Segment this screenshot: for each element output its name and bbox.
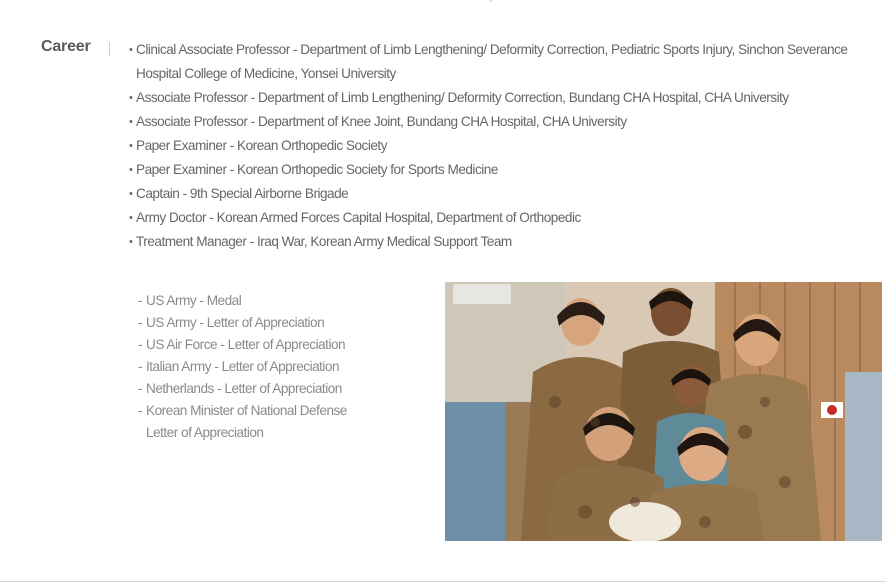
team-photo <box>445 282 882 541</box>
career-item: • Clinical Associate Professor - Department of Limb Lengthening/ Deformity Correction, Pediatric Sports Injury, Sinchon Severance Hospital College of Medicine, Yonsei University <box>129 38 886 86</box>
label-divider <box>109 42 110 56</box>
award-list <box>138 290 438 444</box>
career-item: • Army Doctor - Korean Armed Forces Capital Hospital, Department of Orthopedic <box>129 206 886 230</box>
photo-blanket <box>609 502 681 541</box>
career-item: • Treatment Manager - Iraq War, Korean Army Medical Support Team <box>129 230 886 254</box>
award-item-continuation: Letter of Appreciation <box>146 425 264 440</box>
award-item <box>138 400 438 444</box>
award-item <box>138 356 438 378</box>
award-item-text: Netherlands - Letter of Appreciation <box>146 381 342 396</box>
career-list <box>129 38 886 254</box>
award-item <box>138 312 438 334</box>
photo-bed-right <box>845 372 882 541</box>
dash-marker: - <box>138 381 143 396</box>
career-item: • Captain - 9th Special Airborne Brigade <box>129 182 886 206</box>
award-item-text: US Air Force - Letter of Appreciation <box>146 337 346 352</box>
photo-bed-left <box>445 402 505 541</box>
top-divider-mark <box>489 0 493 2</box>
career-item: • Paper Examiner - Korean Orthopedic Society for Sports Medicine <box>129 158 886 182</box>
award-item-text: Italian Army - Letter of Appreciation <box>146 359 340 374</box>
award-item <box>138 290 438 312</box>
career-section-label: Career <box>41 38 91 55</box>
career-item: • Associate Professor - Department of Knee Joint, Bundang CHA Hospital, CHA University <box>129 110 886 134</box>
award-item-text: Korean Minister of National Defense <box>146 403 347 418</box>
photo-air-conditioner <box>453 284 511 304</box>
dash-marker: - <box>138 359 143 374</box>
award-item <box>138 378 438 400</box>
bottom-divider <box>0 581 886 582</box>
career-item: • Associate Professor - Department of Limb Lengthening/ Deformity Correction, Bundang CHA Hospital, CHA University <box>129 86 886 110</box>
award-item-text: US Army - Medal <box>146 293 242 308</box>
dash-marker: - <box>138 293 143 308</box>
dash-marker: - <box>138 337 143 352</box>
award-item <box>138 334 438 356</box>
dash-marker: - <box>138 315 143 330</box>
team-photo-illustration <box>445 282 882 541</box>
dash-marker: - <box>138 403 143 418</box>
career-item: • Paper Examiner - Korean Orthopedic Society <box>129 134 886 158</box>
award-item-text: US Army - Letter of Appreciation <box>146 315 325 330</box>
